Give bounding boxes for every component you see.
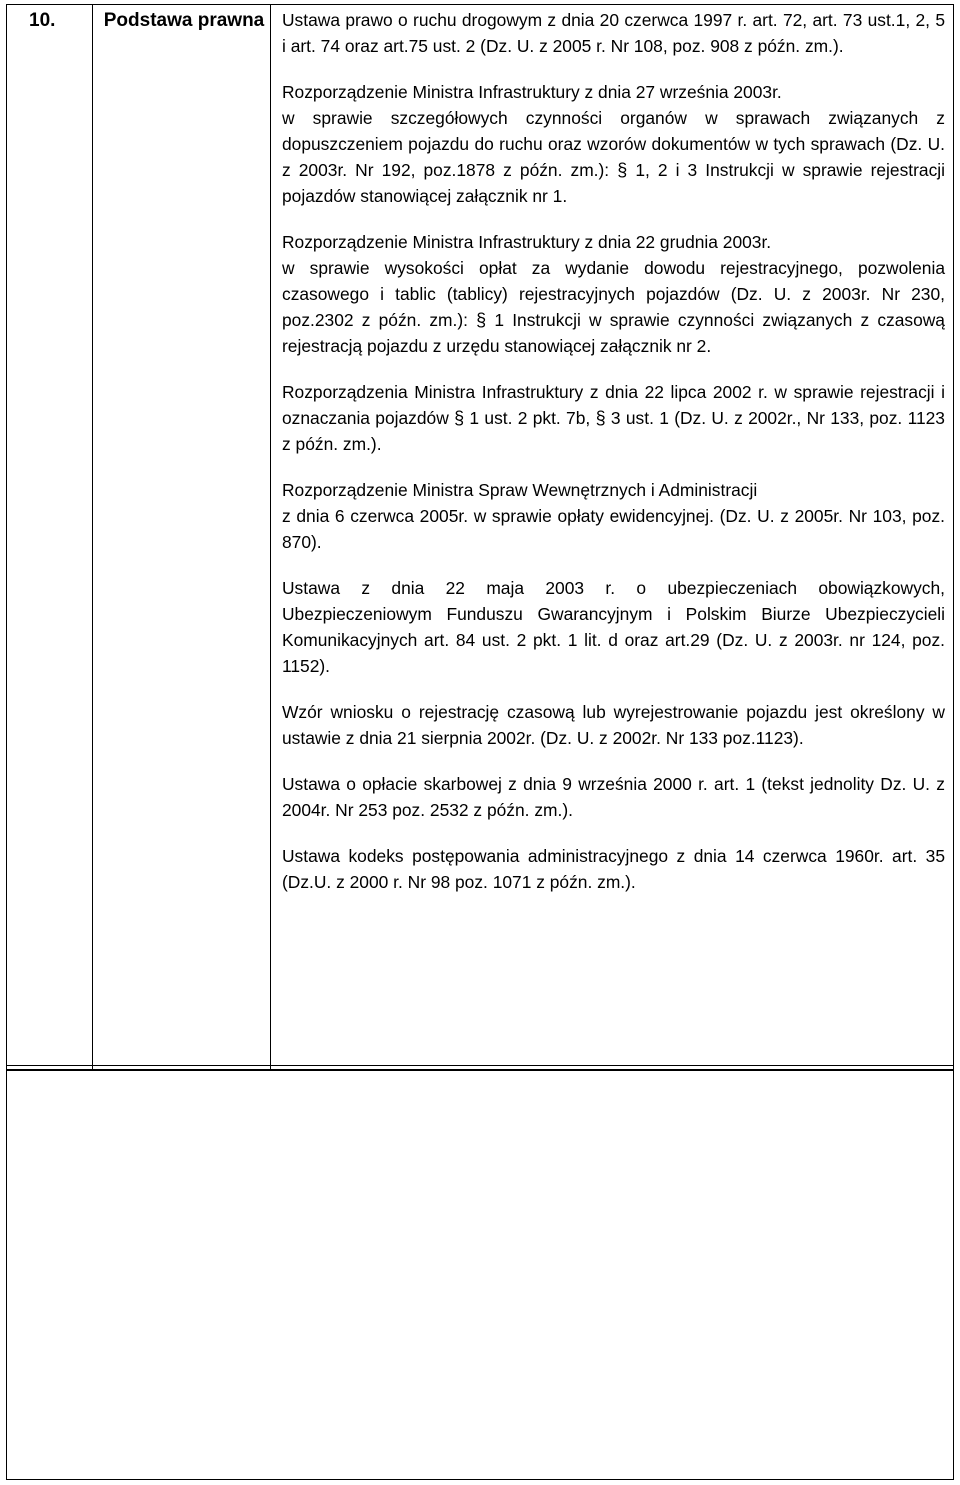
paragraph-9: Ustawa kodeks postępowania administracyjnego z dnia 14 czerwca 1960r. art. 35 (Dz.U. z 2000 r. Nr 98 poz. 1071 z późn. zm.). (282, 846, 945, 892)
paragraph-8: Ustawa o opłacie skarbowej z dnia 9 września 2000 r. art. 1 (tekst jednolity Dz. U. z 2004r. Nr 253 poz. 2532 z późn. zm.). (282, 774, 945, 820)
paragraph-4: Rozporządzenia Ministra Infrastruktury z dnia 22 lipca 2002 r. w sprawie rejestracji i oznaczania pojazdów § 1 ust. 2 pkt. 7b, § 3 ust. 1 (Dz. U. z 2002r., Nr 133, poz. 1123 z późn. zm.). (282, 382, 945, 454)
section-sign-icon: § (476, 310, 487, 330)
section-sign-icon: § (454, 408, 465, 428)
legal-basis-content (282, 7, 945, 895)
table-row (7, 5, 953, 1071)
paragraph-7: Wzór wniosku o rejestrację czasową lub wyrejestrowanie pojazdu jest określony w ustawie z dnia 21 sierpnia 2002r. (Dz. U. z 2002r. Nr 133 poz.1123). (282, 702, 945, 748)
paragraph-2-title: Rozporządzenie Ministra Infrastruktury z dnia 27 września 2003r. (282, 82, 782, 102)
section-number: 10. (29, 10, 56, 31)
section-sign-icon: § (617, 160, 628, 180)
paragraph-2: Rozporządzenie Ministra Infrastruktury z dnia 27 września 2003r. w sprawie szczegółowych czynności organów w sprawach związanych z dopuszczeniem pojazdu do ruchu oraz wzorów dokumentów w tych sprawach (Dz. U. z 2003r. Nr 192, poz.1878 z późn. zm.): § 1, 2 i 3 Instrukcji w sprawie rejestracji pojazdów stanowiącej załącznik nr 1. (282, 82, 945, 206)
column-divider (92, 5, 93, 1069)
paragraph-3-title: Rozporządzenie Ministra Infrastruktury z dnia 22 grudnia 2003r. (282, 232, 772, 252)
document-table (6, 4, 954, 1480)
column-divider (270, 5, 271, 1069)
paragraph-5: Rozporządzenie Ministra Spraw Wewnętrznych i Administracji z dnia 6 czerwca 2005r. w sprawie opłaty ewidencyjnej. (Dz. U. z 2005r. Nr 103, poz. 870). (282, 480, 945, 552)
paragraph-6: Ustawa z dnia 22 maja 2003 r. o ubezpieczeniach obowiązkowych, Ubezpieczeniowym Funduszu Gwarancyjnym i Polskim Biurze Ubezpieczycieli Komunikacyjnych art. 84 ust. 2 pkt. 1 lit. d oraz art.29 (Dz. U. z 2003r. nr 124, poz. 1152). (282, 578, 945, 676)
paragraph-5-title: Rozporządzenie Ministra Spraw Wewnętrznych i Administracji (282, 480, 758, 500)
paragraph-3: Rozporządzenie Ministra Infrastruktury z dnia 22 grudnia 2003r. w sprawie wysokości opłat za wydanie dowodu rejestracyjnego, pozwolenia czasowego i tablic (tablicy) rejestracyjnych pojazdów (Dz. U. z 2003r. Nr 230, poz.2302 z późn. zm.): § 1 Instrukcji w sprawie czynności związanych z czasową rejestracją pojazdu z urzędu stanowiącej załącznik nr 2. (282, 232, 945, 356)
section-sign-icon: § (595, 408, 606, 428)
section-title: Podstawa prawna (103, 10, 265, 31)
paragraph-1: Ustawa prawo o ruchu drogowym z dnia 20 czerwca 1997 r. art. 72, art. 73 ust.1, 2, 5 i art. 74 oraz art.75 ust. 2 (Dz. U. z 2005 r. Nr 108, poz. 908 z późn. zm.). (282, 10, 945, 56)
